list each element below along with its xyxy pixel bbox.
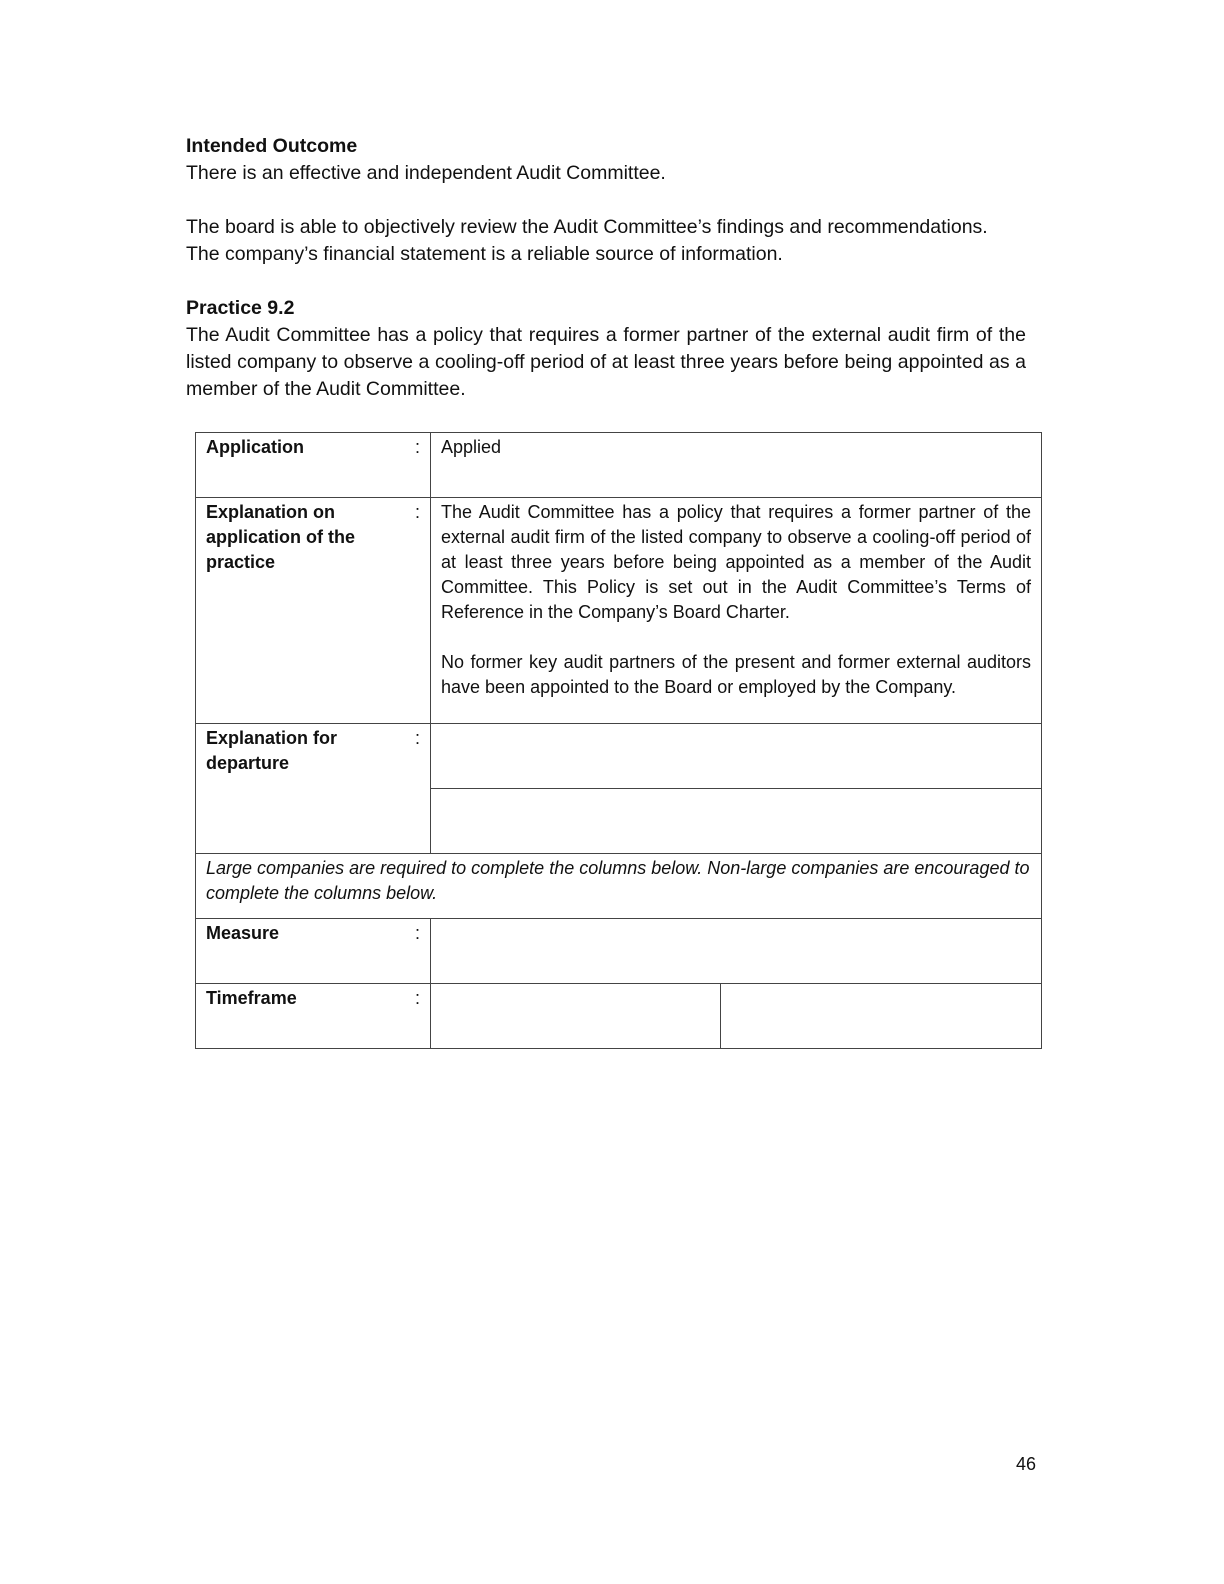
measure-label: Measure [206,923,280,943]
departure-row [196,724,1042,789]
application-label-cell [196,433,431,498]
explanation-label-cell [196,498,431,724]
timeframe-value-cell-1 [431,984,721,1049]
intended-outcome-line-2: The board is able to objectively review the Audit Committee’s findings and recommendations. [186,216,988,238]
measure-row [196,919,1042,984]
practice-heading: Practice 9.2 [186,297,295,319]
application-value: Applied [431,433,1042,498]
timeframe-label-cell [196,984,431,1049]
practice-table [195,432,1042,1049]
measure-label-cell [196,919,431,984]
colon: : [414,988,420,1008]
page-number: 46 [1015,1454,1036,1474]
colon: : [414,923,420,943]
page-content [186,133,1026,403]
intended-outcome-heading: Intended Outcome [186,135,358,157]
explanation-row [196,498,1042,724]
intended-outcome-line-3: The company’s financial statement is a reliable source of information. [186,243,783,265]
timeframe-label: Timeframe [206,988,297,1008]
intended-outcome-line-1: There is an effective and independent Audit Committee. [186,162,666,184]
departure-value-cell-2 [431,789,1042,854]
application-row [196,433,1042,498]
departure-value-cell [431,724,1042,789]
departure-label: Explanation for departure [206,728,338,773]
colon: : [414,437,420,457]
timeframe-value-cell-2 [721,984,1042,1049]
explanation-paragraph-2: No former key audit partners of the present and former external auditors have been appointed to the Board or employed by the Company. [441,652,1032,697]
colon: : [414,728,420,748]
explanation-paragraph-1: The Audit Committee has a policy that requires a former partner of the external audit firm of the listed company to observe a cooling-off period of at least three years before being appointed as a member of the Audit Committee. This Policy is set out in the Audit Committee’s Terms of Reference in the Company’s Board Charter. [441,502,1032,622]
practice-text: The Audit Committee has a policy that requires a former partner of the external audit firm of the listed company to observe a cooling-off period of at least three years before being appointed as a member of the Audit Committee. [186,324,1026,400]
departure-label-cell [196,724,431,854]
large-companies-note: Large companies are required to complete the columns below. Non-large companies are encouraged to complete the columns below. [196,854,1042,919]
note-row [196,854,1042,919]
colon: : [414,502,420,522]
application-label: Application [206,437,304,457]
timeframe-row [196,984,1042,1049]
measure-value-cell [431,919,1042,984]
explanation-label: Explanation on application of the practice [206,502,356,572]
explanation-value-cell [431,498,1042,724]
